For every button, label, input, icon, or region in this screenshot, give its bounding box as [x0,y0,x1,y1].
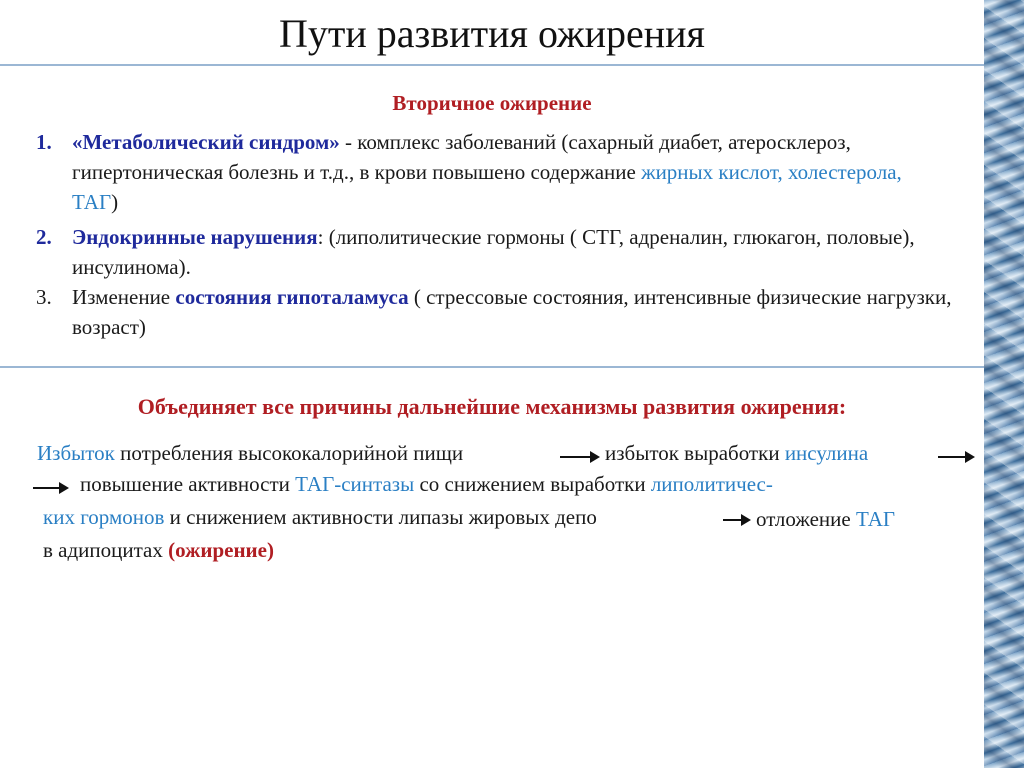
slide-title: Пути развития ожирения [279,11,705,56]
item-prefix: Изменение [72,285,176,309]
item-text: - комплекс заболеваний (сахарный диабет, атеросклероз, гипертоническая болезнь и т.д., в крови повышено содержание [72,130,851,184]
decorative-side-panel [984,0,1024,768]
top-divider [0,64,984,66]
flow-result: (ожирение) [168,538,274,562]
list-number: 2. [36,225,52,249]
item-lead: состояния гипоталамуса [175,285,409,309]
flow-arrow-2 [938,456,973,458]
flow-line-3 [43,505,597,530]
flow-line-1-end [605,441,868,466]
list-item-1 [36,127,952,217]
flow-text: повышение активности [80,472,296,496]
list-item-3 [36,282,952,342]
flow-arrow-1 [560,456,598,458]
flow-arrow-3 [33,487,67,489]
item-highlight: жирных кислот, холестерола, ТАГ [72,160,902,214]
flow-line-4 [43,538,274,563]
flow-text: отложение [756,507,856,531]
item-text-end: ) [111,190,119,214]
item-lead: «Метаболический синдром» [72,130,340,154]
item-lead: Эндокринные нарушения [72,225,318,249]
flow-text: и снижением активности липазы жировых депо [164,505,597,529]
item-text: : (липолитические гормоны ( СТГ, адреналин, глюкагон, половые), инсулинома). [72,225,915,279]
flow-term: липолитичес- [650,472,773,496]
flow-text: избыток выработки [605,441,785,465]
flow-line-3-end [756,507,895,532]
section-subtitle: Вторичное ожирение [392,91,592,115]
list-item-2 [36,222,952,282]
flow-term: ТАГ [855,507,896,531]
flow-term: Избыток [37,441,115,465]
flow-term: ких гормонов [43,505,165,529]
flow-text: со снижением выработки [414,472,651,496]
flow-line-2 [80,472,773,497]
flow-term: инсулина [784,441,869,465]
mechanism-headline: Объединяет все причины дальнейшие механизмы развития ожирения: [137,394,847,419]
middle-divider [0,366,984,368]
item-text: ( стрессовые состояния, интенсивные физические нагрузки, возраст) [72,285,952,339]
flow-arrow-4 [723,519,749,521]
list-number: 1. [36,130,52,154]
flow-line-1-start [37,441,463,466]
flow-text: потребления высококалорийной пищи [114,441,464,465]
flow-text: в адипоцитах [43,538,169,562]
flow-term: ТАГ-синтазы [295,472,415,496]
list-number: 3. [36,285,52,309]
